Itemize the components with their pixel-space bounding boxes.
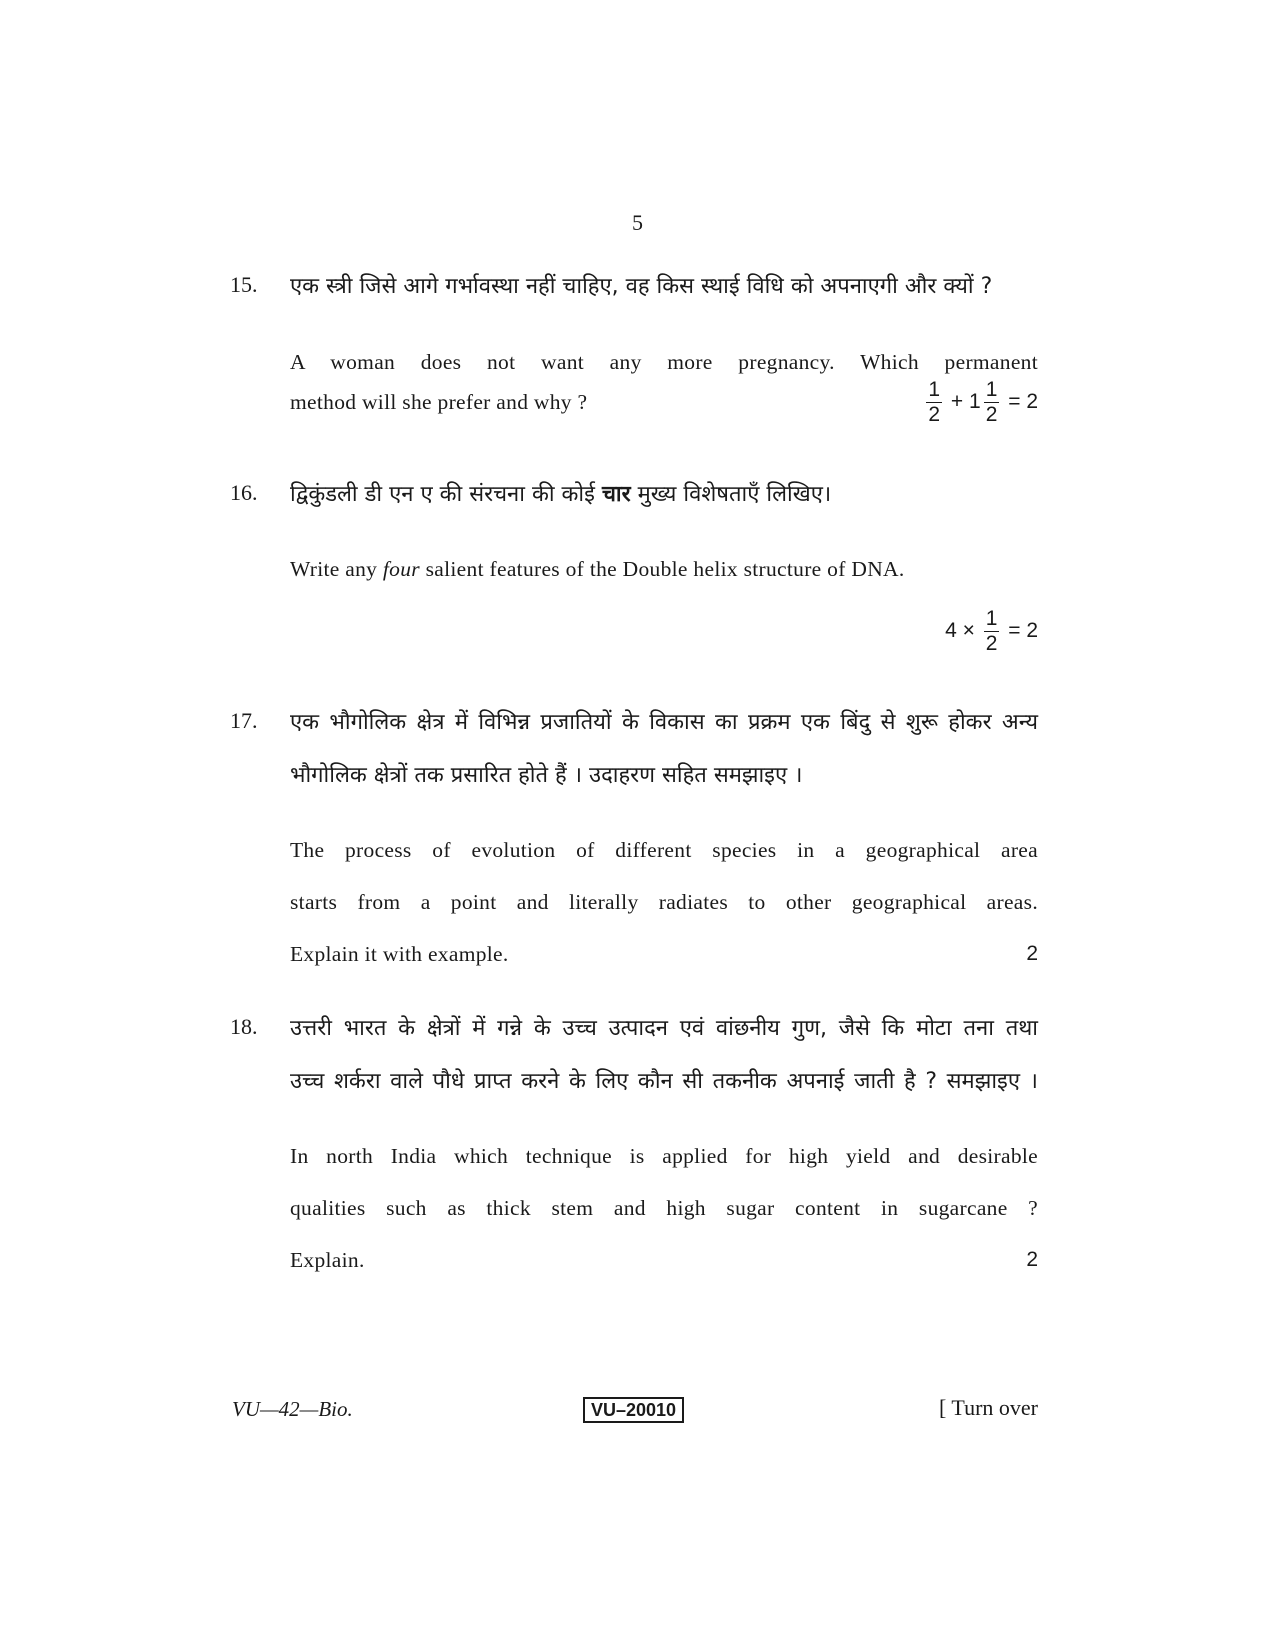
question-17-english-line-3: Explain it with example.	[290, 942, 509, 966]
question-17-marks: 2	[1026, 942, 1038, 965]
question-16-hindi-emphasis: चार	[601, 482, 631, 507]
marks-multiplier: 4 ×	[945, 619, 975, 643]
marks-total: = 2	[1008, 390, 1038, 414]
footer-turn-over: [ Turn over	[938, 1395, 1038, 1420]
question-17-hindi-line-2: भौगोलिक क्षेत्रों तक प्रसारित होते हैं । उदाहरण सहित समझाइए ।	[290, 763, 803, 788]
marks-fraction-numerator: 1	[984, 378, 1000, 403]
question-16-hindi-part-1: द्विकुंडली डी एन ए की संरचना की कोई	[290, 482, 595, 507]
marks-fraction-denominator: 2	[928, 403, 941, 427]
question-17-number: 17.	[230, 708, 258, 733]
marks-fraction-numerator: 1	[926, 378, 942, 403]
question-18-number: 18.	[230, 1014, 258, 1039]
question-17-english-line-2: starts from a point and literally radiates to other geographical areas.	[290, 890, 1038, 914]
question-15-number: 15.	[230, 272, 258, 297]
question-18-hindi-line-2: उच्च शर्करा वाले पौधे प्राप्त करने के लिए कौन सी तकनीक अपनाई जाती है ? समझाइए ।	[290, 1069, 1038, 1094]
question-15-english-line-1: A woman does not want any more pregnancy. Which permanent	[290, 350, 1038, 374]
question-16-english-part-2: salient features of the Double helix structure of DNA.	[425, 557, 905, 581]
question-16-marks	[945, 607, 1038, 656]
question-18-english-line-2: qualities such as thick stem and high sugar content in sugarcane ?	[290, 1196, 1038, 1220]
question-18-english-line-1: In north India which technique is applied for high yield and desirable	[290, 1144, 1038, 1168]
marks-plus: + 1	[950, 390, 981, 414]
question-17-hindi-line-1: एक भौगोलिक क्षेत्र में विभिन्न प्रजातियों के विकास का प्रक्रम एक बिंदु से शुरू होकर अन्य	[290, 710, 1038, 735]
question-16-english	[290, 557, 1038, 582]
question-16-number: 16.	[230, 480, 258, 505]
marks-fraction-denominator: 2	[985, 403, 998, 427]
question-18-hindi-line-1: उत्तरी भारत के क्षेत्रों में गन्ने के उच्च उत्पादन एवं वांछनीय गुण, जैसे कि मोटा तना तथा	[290, 1016, 1038, 1041]
marks-fraction-denominator: 2	[985, 632, 998, 656]
footer-booklet-code: VU–20010	[583, 1397, 684, 1423]
question-16-english-part-1: Write any	[290, 557, 378, 581]
question-16-english-emphasis: four	[382, 557, 420, 581]
question-18-english-line-3: Explain.	[290, 1248, 365, 1272]
question-15-english-line-2: method will she prefer and why ?	[290, 390, 588, 414]
footer-paper-code: VU—42—Bio.	[232, 1397, 353, 1421]
question-15-hindi: एक स्त्री जिसे आगे गर्भावस्था नहीं चाहिए, वह किस स्थाई विधि को अपनाएगी और क्यों ?	[290, 274, 993, 299]
question-16-hindi	[290, 478, 1038, 508]
question-16-hindi-part-2: मुख्य विशेषताएँ लिखिए।	[637, 482, 832, 507]
page-number: 5	[632, 210, 643, 235]
question-15-marks	[923, 378, 1038, 427]
question-18-marks: 2	[1026, 1248, 1038, 1271]
marks-fraction-numerator: 1	[984, 607, 1000, 632]
question-17-english-line-1: The process of evolution of different species in a geographical area	[290, 838, 1038, 862]
marks-total: = 2	[1008, 619, 1038, 643]
